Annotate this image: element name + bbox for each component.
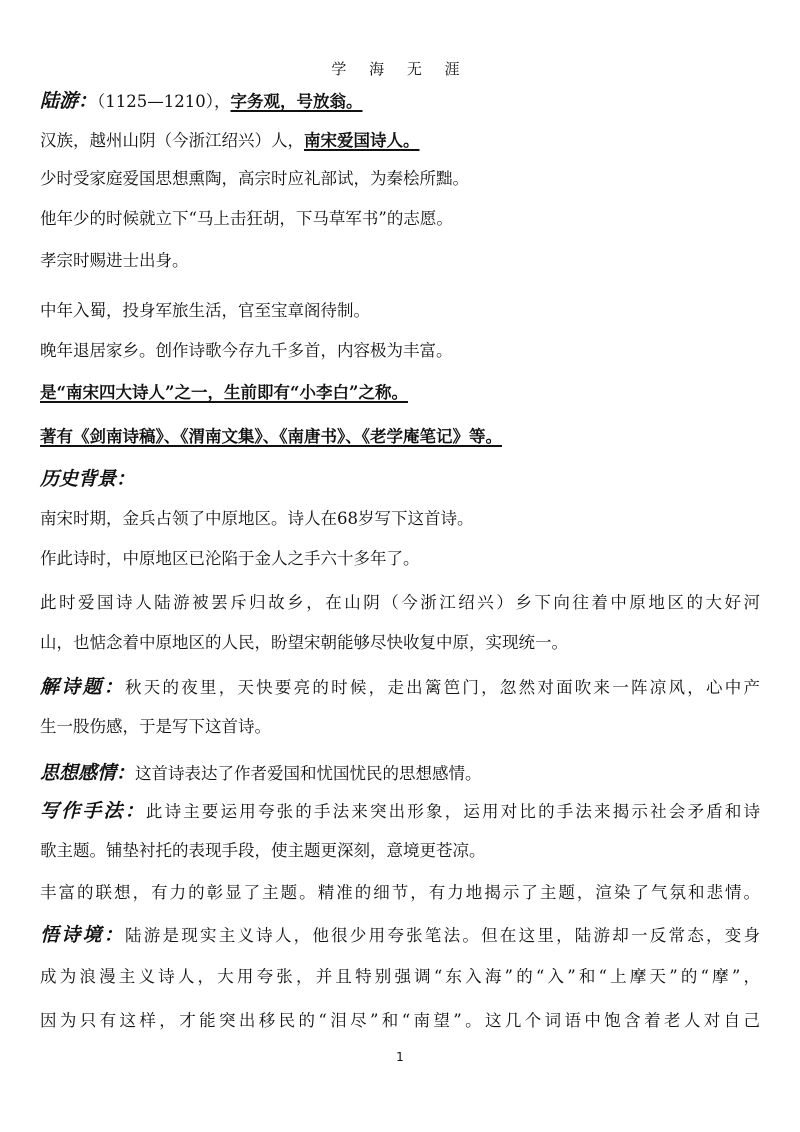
- bio-line-4: 孝宗时赐进士出身。: [40, 251, 189, 270]
- lu-you-zi-hao: 字务观，号放翁。: [230, 92, 363, 111]
- bio-line-5: 中年入蜀，投身军旅生活，官至宝章阁待制。: [40, 301, 370, 320]
- bio-line-6: 晚年退居家乡。创作诗歌今存九千多首，内容极为丰富。: [40, 341, 453, 360]
- bio-line-7: 是“南宋四大诗人”之一，生前即有“小李白”之称。: [40, 383, 408, 402]
- realm-line-2: 成为浪漫主义诗人，大用夸张，并且特别强调“东入海”的“入”和“上摩天”的“摩”，: [40, 967, 760, 986]
- history-heading: 历史背景：: [40, 468, 136, 490]
- emotion-line: [40, 762, 760, 785]
- lu-you-sep: ，: [214, 92, 231, 111]
- emotion-text: 这首诗表达了作者爱国和忧国忧民的思想感情。: [135, 764, 482, 783]
- lu-you-label: 陆游：: [40, 90, 98, 112]
- emotion-heading: 思想感情：: [40, 762, 136, 784]
- explain-text-1: 秋天的夜里，天快要亮的时候，走出篱笆门，忽然对面吹来一阵凉风，心中产: [124, 678, 760, 697]
- technique-line-2: 歌主题。铺垫衬托的表现手段，使主题更深刻，意境更苍凉。: [40, 841, 486, 860]
- history-line-2: 作此诗时，中原地区已沦陷于金人之手六十多年了。: [40, 549, 420, 568]
- explain-heading: 解诗题：: [40, 676, 125, 698]
- realm-line-3: 因为只有这样，才能突出移民的“泪尽”和“南望”。这几个词语中饱含着老人对自己: [40, 1011, 760, 1030]
- realm-line-1: [40, 924, 760, 947]
- technique-line-1: [40, 800, 760, 823]
- bio-line-1: [40, 130, 760, 152]
- history-line-1: 南宋时期，金兵占领了中原地区。诗人在68岁写下这首诗。: [40, 509, 474, 528]
- technique-heading: 写作手法：: [40, 800, 146, 822]
- history-line-4: 山，也惦念着中原地区的人民，盼望宋朝能够尽快收复中原，实现统一。: [40, 633, 568, 652]
- bio-line-3: 他年少的时候就立下“马上击狂胡，下马草军书”的志愿。: [40, 209, 453, 228]
- history-line-3: 此时爱国诗人陆游被罢斥归故乡，在山阴（今浙江绍兴）乡下向往着中原地区的大好河: [40, 593, 760, 612]
- page-header: 学 海 无 涯: [331, 60, 469, 78]
- bio-line-1-text: 汉族，越州山阴（今浙江绍兴）人，: [40, 131, 304, 150]
- lu-you-years: （1125—1210）: [97, 92, 214, 111]
- page-number: 1: [396, 1050, 404, 1064]
- realm-heading: 悟诗境：: [40, 924, 125, 946]
- explain-line-1: [40, 676, 760, 699]
- realm-text-1: 陆游是现实主义诗人，他很少用夸张笔法。但在这里，陆游却一反常态，变身: [124, 926, 760, 945]
- bio-line-8: 著有《剑南诗稿》、《渭南文集》、《南唐书》、《老学庵笔记》等。: [40, 427, 502, 446]
- lu-you-heading-line: [40, 90, 760, 113]
- technique-line-3: 丰富的联想，有力的彰显了主题。精准的细节，有力地揭示了主题，渲染了气氛和悲情。: [40, 883, 760, 902]
- explain-line-2: 生一股伤感，于是写下这首诗。: [40, 717, 271, 736]
- technique-text-1: 此诗主要运用夸张的手法来突出形象，运用对比的手法来揭示社会矛盾和诗: [145, 802, 760, 821]
- bio-line-1-bold: 南宋爱国诗人。: [304, 131, 420, 150]
- bio-line-2: 少时受家庭爱国思想熏陶，高宗时应礼部试，为秦桧所黜。: [40, 169, 469, 188]
